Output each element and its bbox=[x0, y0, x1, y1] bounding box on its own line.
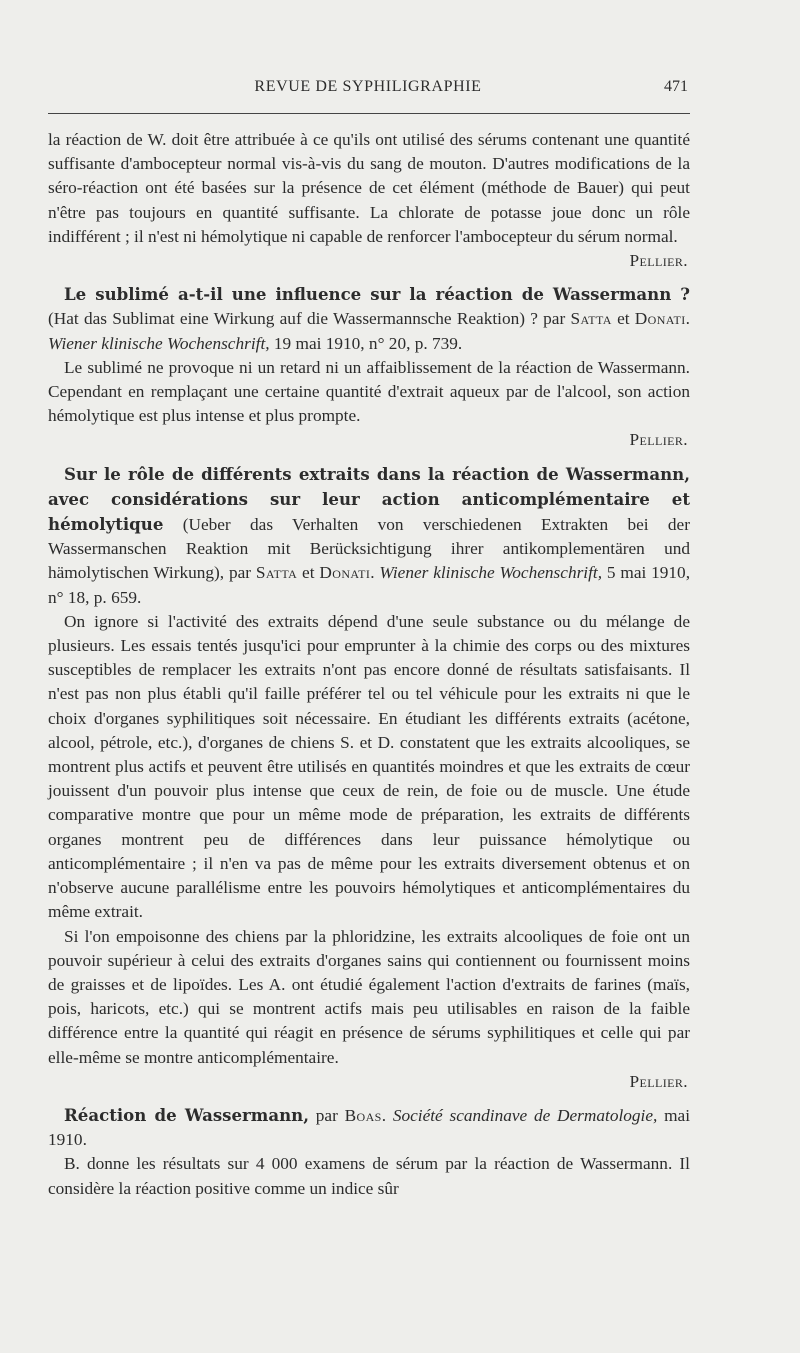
author-name: Satta bbox=[570, 309, 612, 329]
article-2-title: Le sublimé a-t-il une influence sur la réaction de Wassermann ? bbox=[64, 284, 690, 305]
article-2-text: Le sublimé ne provoque ni un retard ni un affaiblissement de la réaction de Wassermann. Cependant en remplaçant une certaine quantité d'extrait aqueux par de l'alcool, son action hémolytique est plus intense et plus prompte. bbox=[48, 357, 690, 426]
header-rule bbox=[48, 113, 690, 114]
article-1-signature bbox=[48, 249, 690, 273]
separator: . bbox=[381, 1105, 393, 1125]
signature: Pellier. bbox=[629, 1071, 688, 1091]
conjunction: et bbox=[297, 563, 320, 583]
article-3-paragraph-1: On ignore si l'activité des extraits dépend d'une seule substance ou du mélange de plusieurs. Les essais tentés jusqu'ici pour emprunter à la chimie des corps ou des mixtures susceptibles de remplacer les extraits n'ont pas encore donné de résultats satisfaisants. Il n'est pas non plus établi qu'il faille préférer tel ou tel véhicule pour les extraits ni que le choix d'organes syphilitiques soit nécessaire. En étudiant les différents extraits (acétone, alcool, pétrole, etc.), d'organes de chiens S. et D. constatent que les extraits alcooliques, se montrent plus actifs et peuvent être utilisés en quantités moindres et que les extraits de cœur jouissent d'un pouvoir plus intense que ceux de rein, de foie ou de muscle. Une étude comparative montre que pour un même mode de préparation, les extraits de différents organes montrent peu de différences dans leur puissance hémolytique ou anticomplémentaire ; il n'en va pas de même pour les extraits diversement obtenus et on n'observe aucune parallélisme entre les pouvoirs hémolytiques et anticomplémentaires du même extrait. bbox=[48, 611, 690, 922]
journal-name: Wiener klinische Wochenschrift, bbox=[379, 563, 603, 583]
citation-details: 19 mai 1910, n° 20, p. 739. bbox=[269, 333, 463, 353]
page-header bbox=[48, 78, 688, 104]
article-3-signature bbox=[48, 1070, 690, 1094]
citation-details: mai 1910. bbox=[48, 1105, 691, 1150]
article-3-title: Sur le rôle de différents extraits dans la réaction de Wassermann, avec considérations sur leur action anticomplémentaire et hémolytique bbox=[48, 463, 690, 535]
article-4-text: B. donne les résultats sur 4 000 examens de sérum par la réaction de Wassermann. Il considère la réaction positive comme un indice sûr bbox=[48, 1154, 690, 1198]
reference-text: (Hat das Sublimat eine Wirkung auf die Wassermannsche Reaktion) ? par bbox=[48, 309, 571, 329]
signature: Pellier. bbox=[629, 251, 688, 271]
page-body bbox=[48, 128, 690, 1201]
author-name: Boas bbox=[344, 1105, 382, 1125]
author-name: Donati bbox=[319, 563, 371, 583]
article-2-heading bbox=[48, 282, 690, 356]
signature: Pellier. bbox=[629, 430, 688, 450]
author-name: Satta bbox=[255, 563, 298, 583]
running-title: REVUE DE SYPHILIGRAPHIE bbox=[254, 78, 482, 95]
page-number: 471 bbox=[664, 78, 688, 95]
article-4-title: Réaction de Wassermann, bbox=[64, 1104, 310, 1125]
article-3-heading bbox=[48, 462, 690, 610]
journal-name: Wiener klinische Wochenschrift, bbox=[48, 333, 270, 353]
article-2-signature bbox=[48, 428, 690, 452]
reference-text: par bbox=[309, 1105, 345, 1125]
article-3-paragraph-2: Si l'on empoisonne des chiens par la phloridzine, les extraits alcooliques de foie ont un pouvoir supérieur à celui des extraits d'organes sains qui contiennent ou fournissent moins de graisses et de lipoïdes. Les A. ont étudié également l'action d'extraits de farines (maïs, pois, haricots, etc.) qui se montrent actifs mais peu utilisables en raison de la faible différence entre la quantité qui réagit en présence de sérums syphilitiques et celle qui par elle-même se montre anticomplémentaire. bbox=[48, 926, 690, 1067]
conjunction: et bbox=[611, 309, 635, 329]
article-4-heading bbox=[48, 1103, 690, 1152]
citation-details: 5 mai 1910, n° 18, p. 659. bbox=[48, 563, 691, 607]
separator: . bbox=[685, 309, 690, 329]
article-1-text: la réaction de W. doit être attribuée à ce qu'ils ont utilisé des sérums contenant une quantité suffisante d'ambocepteur normal vis-à-vis du sang de mouton. D'autres modifications de la séro-réaction ont été basées sur la présence de cet élément (méthode de Bauer) qui peut n'être pas toujours en quantité suffisante. La chlorate de potasse joue donc un rôle indifférent ; il n'est ni hémolytique ni capable de renforcer l'ambocepteur du sérum normal. bbox=[48, 130, 690, 246]
reference-text: (Ueber das Verhalten von verschiedenen Extrakten bei der Wassermanschen Reaktion mit Berücksichtigung ihrer antikomplementären und hämolytischen Wirkung), par bbox=[48, 515, 690, 583]
separator: . bbox=[370, 563, 380, 583]
journal-name: Société scandinave de Dermatologie, bbox=[392, 1105, 658, 1125]
author-name: Donati bbox=[634, 309, 686, 329]
